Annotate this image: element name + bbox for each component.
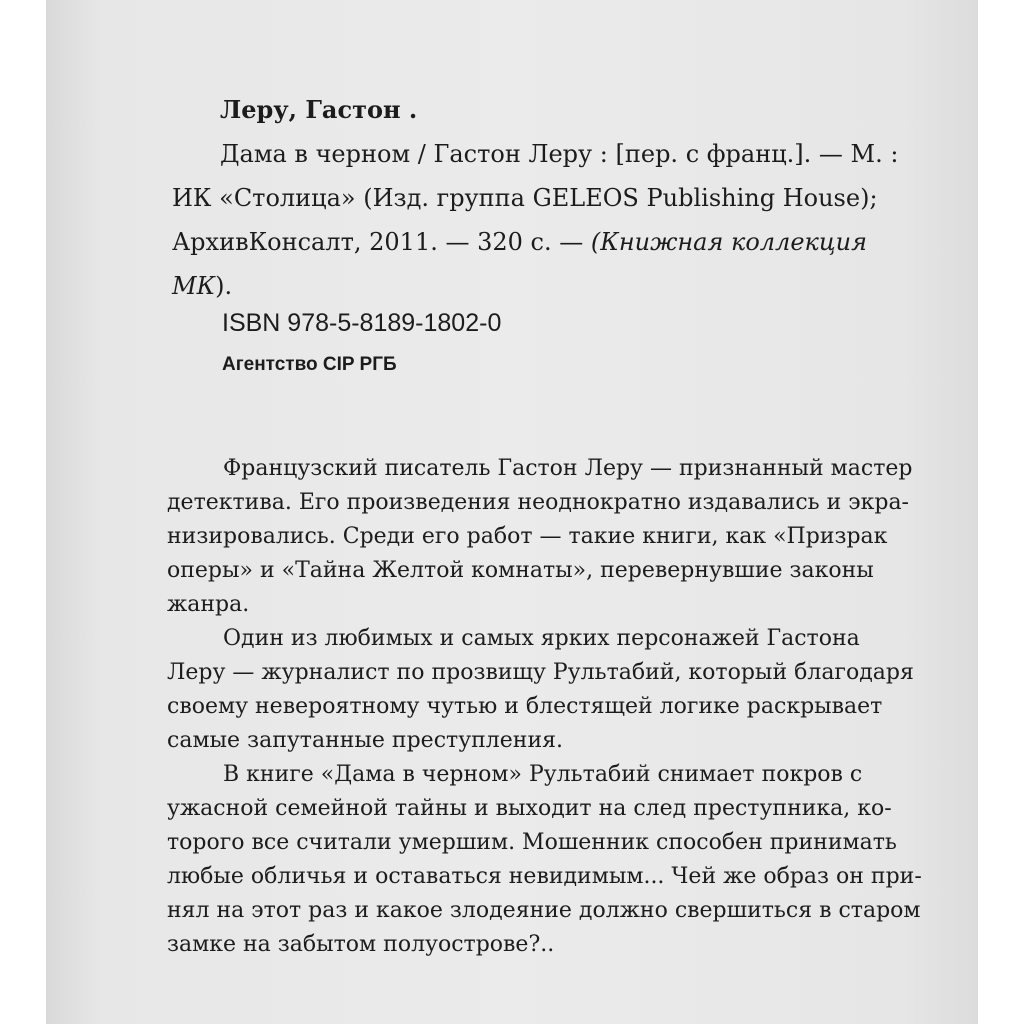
annotation-line: Леру — журналист по прозвищу Рультабий, который благодаря (167, 660, 914, 685)
series-title-end: МК (172, 272, 216, 300)
isbn-number: ISBN 978-5-8189-1802-0 (222, 309, 502, 337)
annotation-line: оперы» и «Тайна Желтой комнаты», перевернувшие законы (167, 558, 874, 583)
publisher-line: ИК «Столица» (Изд. группа GELEOS Publishing House); (172, 184, 878, 212)
annotation-line: жанра. (167, 592, 250, 617)
annotation-line: самые запутанные преступления. (167, 728, 563, 753)
annotation-line: детектива. Его произведения неоднократно издавались и экра- (167, 490, 909, 515)
annotation-line: своему невероятному чутью и блестящей логике раскрывает (167, 694, 883, 719)
book-page (46, 0, 978, 1024)
annotation-line: В книге «Дама в черном» Рультабий снимает покров с (223, 762, 863, 787)
series-title: (Книжная коллекция (590, 228, 867, 256)
annotation-line: Французский писатель Гастон Леру — признанный мастер (223, 456, 913, 481)
biblio-block (172, 88, 972, 308)
author-heading: Леру, Гастон . (220, 95, 418, 124)
series-line (172, 264, 972, 308)
annotation-line: замке на забытом полуострове?.. (167, 932, 555, 957)
annotation-line: нял на этот раз и какое злодеяние должно свершиться в старом (167, 898, 921, 923)
imprint-line (172, 220, 972, 264)
series-close: ). (215, 272, 233, 300)
annotation-line: ужасной семейной тайны и выходит на след преступника, ко- (167, 796, 892, 821)
annotation-line: низировались. Среди его работ — такие книги, как «Призрак (167, 524, 888, 549)
annotation-line: Один из любимых и самых ярких персонажей Гастона (223, 626, 860, 651)
annotation-line: торого все считали умершим. Мошенник способен принимать (167, 830, 897, 855)
annotation-text (167, 452, 967, 962)
title-line: Дама в черном / Гастон Леру : [пер. с франц.]. — М. : (220, 140, 899, 168)
annotation-line: любые обличья и оставаться невидимым... Чей же образ он при- (167, 864, 922, 889)
cip-agency: Агентство CIP РГБ (222, 354, 397, 375)
imprint-text: АрхивКонсалт, 2011. — 320 с. — (172, 228, 591, 256)
